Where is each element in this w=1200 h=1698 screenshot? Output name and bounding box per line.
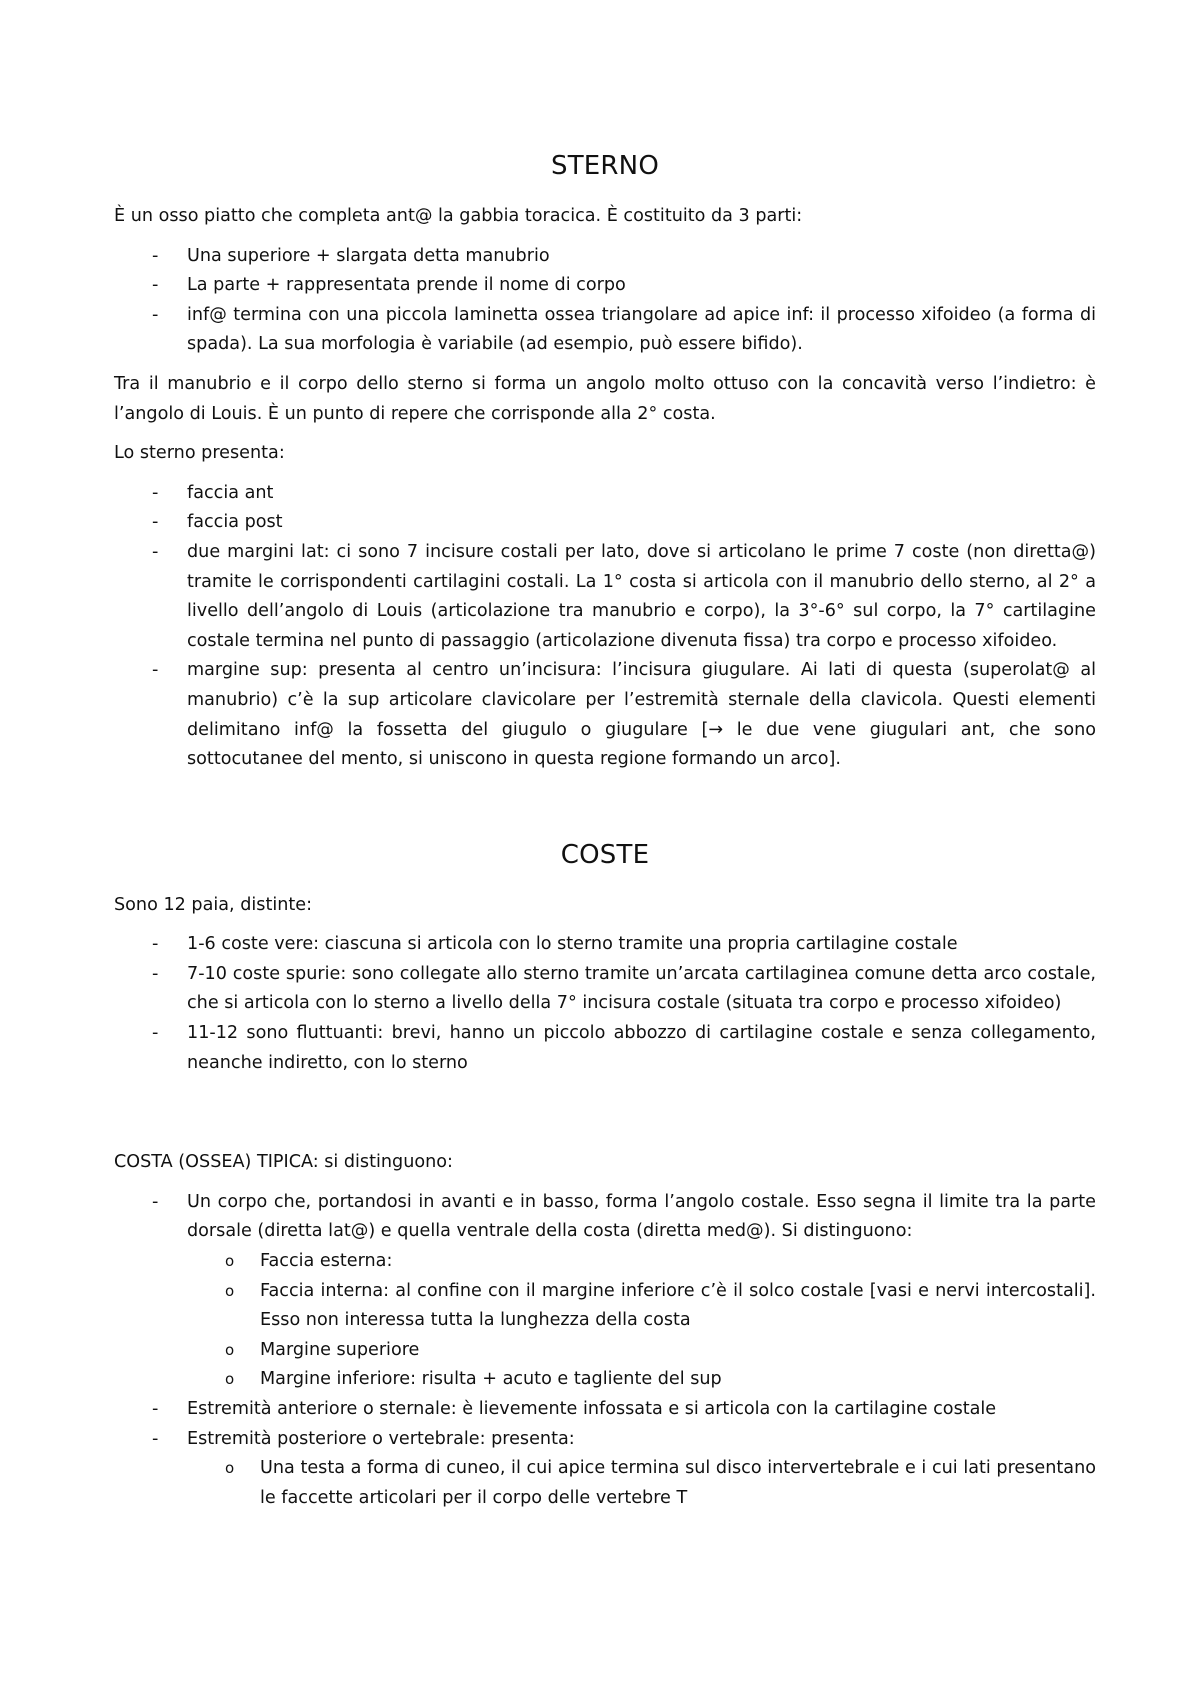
sublist-item: o Margine inferiore: risulta + acuto e tagliente del sup bbox=[187, 1365, 1096, 1395]
list-item: - inf@ termina con una piccola laminetta ossea triangolare ad apice inf: il processo xifoideo (a forma di spada). La sua morfologia è variabile (ad esempio, può essere bifido). bbox=[114, 301, 1096, 360]
spacer bbox=[114, 785, 1096, 837]
dash-bullet: - bbox=[152, 1191, 159, 1212]
circle-bullet: o bbox=[225, 1281, 235, 1300]
list-item: - Estremità anteriore o sternale: è lievemente infossata e si articola con la cartilagine costale bbox=[114, 1395, 1096, 1425]
dash-bullet: - bbox=[152, 541, 159, 562]
dash-bullet: - bbox=[152, 482, 159, 503]
sublist-item: o Una testa a forma di cuneo, il cui apice termina sul disco intervertebrale e i cui lati presentano le faccette articolari per il corpo delle vertebre T bbox=[187, 1454, 1096, 1513]
list-item: - faccia ant bbox=[114, 479, 1096, 509]
sterno-parts-list bbox=[114, 242, 1096, 360]
dash-bullet: - bbox=[152, 512, 159, 533]
list-item: - La parte + rappresentata prende il nome di corpo bbox=[114, 271, 1096, 301]
list-item: - Un corpo che, portandosi in avanti e in basso, forma l’angolo costale. Esso segna il limite tra la parte dorsale (diretta lat@) e quella ventrale della costa (diretta med@). Si distinguono: o Faccia esterna: o Faccia interna: al confine con il margine inferiore c’è il solco costale [vasi e nervi intercostali]. Esso non interessa tutta la lunghezza della costa o Margine superiore o Margine inferiore: risulta + acuto e tagliente del sup bbox=[114, 1188, 1096, 1395]
sterno-features-list bbox=[114, 479, 1096, 775]
costa-tipica-heading: COSTA (OSSEA) TIPICA: si distinguono: bbox=[114, 1152, 453, 1173]
list-item: - Estremità posteriore o vertebrale: presenta: o Una testa a forma di cuneo, il cui apice termina sul disco intervertebrale e i cui lati presentano le faccette articolari per il corpo delle vertebre T bbox=[114, 1425, 1096, 1514]
dash-bullet: - bbox=[152, 1428, 159, 1449]
list-item: - faccia post bbox=[114, 508, 1096, 538]
coste-intro: Sono 12 paia, distinte: bbox=[114, 894, 313, 915]
sterno-presenta-label: Lo sterno presenta: bbox=[114, 443, 285, 464]
list-item: - 1-6 coste vere: ciascuna si articola con lo sterno tramite una propria cartilagine costale bbox=[114, 930, 1096, 960]
coste-types-list bbox=[114, 930, 1096, 1078]
corpo-sublist bbox=[187, 1247, 1096, 1395]
circle-bullet: o bbox=[225, 1370, 235, 1389]
dash-bullet: - bbox=[152, 245, 159, 266]
sterno-intro: È un osso piatto che completa ant@ la gabbia toracica. È costituito da 3 parti: bbox=[114, 206, 803, 226]
dash-bullet: - bbox=[152, 1023, 159, 1044]
spacer bbox=[114, 1088, 1096, 1148]
sublist-item: o Faccia interna: al confine con il margine inferiore c’è il solco costale [vasi e nervi intercostali]. Esso non interessa tutta la lunghezza della costa bbox=[187, 1277, 1096, 1336]
list-item: - Una superiore + slargata detta manubrio bbox=[114, 242, 1096, 272]
dash-bullet: - bbox=[152, 963, 159, 984]
dash-bullet: - bbox=[152, 1399, 159, 1419]
circle-bullet: o bbox=[225, 1252, 235, 1271]
sublist-item: o Margine superiore bbox=[187, 1336, 1096, 1366]
dash-bullet: - bbox=[152, 660, 159, 681]
dash-bullet: - bbox=[152, 304, 159, 325]
list-item: - margine sup: presenta al centro un’incisura: l’incisura giugulare. Ai lati di questa (superolat@ al manubrio) c’è la sup articolare clavicolare per l’estremità sternale della clavicola. Questi elementi delimitano inf@ la fossetta del giugulo o giugulare [→ le due vene giugulari ant, che sono sottocutanee del mento, si uniscono in questa regione formando un arco]. bbox=[114, 656, 1096, 774]
sublist-item: o Faccia esterna: bbox=[187, 1247, 1096, 1277]
list-item: - due margini lat: ci sono 7 incisure costali per lato, dove si articolano le prime 7 coste (non diretta@) tramite le corrispondenti cartilagini costali. La 1° costa si articola con il manubrio dello sterno, al 2° a livello dell’angolo di Louis (articolazione tra manubrio e corpo), la 3°-6° sul corpo, la 7° cartilagine costale termina nel punto di passaggio (articolazione divenuta fissa) tra corpo e processo xifoideo. bbox=[114, 538, 1096, 656]
section-title-coste: COSTE bbox=[560, 839, 650, 870]
angolo-louis-paragraph: Tra il manubrio e il corpo dello sterno si forma un angolo molto ottuso con la concavità verso l’indietro: è l’angolo di Louis. È un punto di repere che corrisponde alla 2° costa. bbox=[114, 373, 1096, 424]
dash-bullet: - bbox=[152, 275, 159, 296]
circle-bullet: o bbox=[225, 1459, 235, 1478]
section-title-sterno: STERNO bbox=[551, 151, 659, 181]
posteriore-sublist bbox=[187, 1454, 1096, 1513]
list-item: - 7-10 coste spurie: sono collegate allo sterno tramite un’arcata cartilaginea comune detta arco costale, che si articola con lo sterno a livello della 7° incisura costale (situata tra corpo e processo xifoideo) bbox=[114, 960, 1096, 1019]
circle-bullet: o bbox=[225, 1340, 235, 1359]
dash-bullet: - bbox=[152, 934, 159, 955]
list-item: - 11-12 sono fluttuanti: brevi, hanno un piccolo abbozzo di cartilagine costale e senza collegamento, neanche indiretto, con lo sterno bbox=[114, 1019, 1096, 1078]
costa-tipica-list bbox=[114, 1188, 1096, 1514]
